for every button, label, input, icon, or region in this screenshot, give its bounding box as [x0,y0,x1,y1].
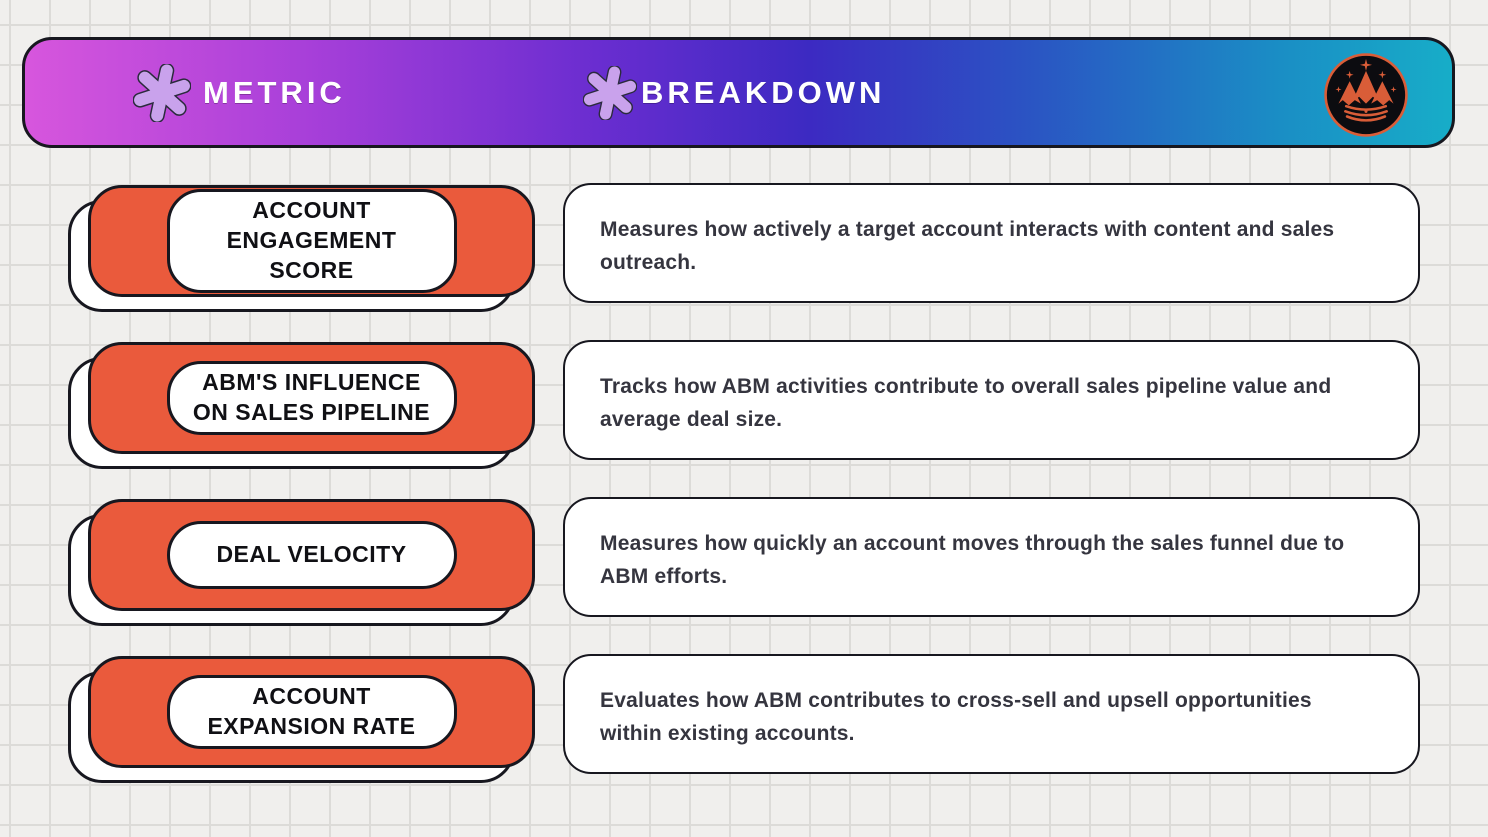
metric-label: ACCOUNT ENGAGEMENT SCORE [226,197,397,283]
metric-card [88,342,535,454]
metric-pill [167,189,457,293]
metric-cell [88,342,535,454]
metric-cell [88,656,535,768]
metric-header-label: METRIC [203,74,346,110]
metric-card [88,499,535,611]
description-text: Measures how quickly an account moves through the sales funnel due to ABM efforts. [600,532,1345,588]
metric-cell [88,499,535,611]
description-text: Tracks how ABM activities contribute to overall sales pipeline value and average deal size. [600,375,1332,431]
table-row [68,497,1420,617]
description-card [563,340,1420,460]
breakdown-header-group [583,40,885,145]
metric-label: ACCOUNT EXPANSION RATE [207,683,416,739]
table-row [68,183,1420,303]
description-card [563,497,1420,617]
metric-label: ABM'S INFLUENCE ON SALES PIPELINE [192,369,431,425]
description-text: Measures how actively a target account interacts with content and sales outreach. [600,218,1335,274]
asterisk-icon [583,66,637,120]
metric-label: DEAL VELOCITY [216,541,407,568]
table-row [68,340,1420,460]
metric-table [68,183,1420,774]
description-card [563,654,1420,774]
breakdown-header-label: BREAKDOWN [641,74,886,110]
metric-header-group [133,40,346,145]
asterisk-icon [133,64,191,122]
metric-pill [167,361,457,435]
description-card [563,183,1420,303]
metric-card [88,656,535,768]
metric-cell [88,185,535,297]
crown-logo-icon [1323,52,1409,138]
description-text: Evaluates how ABM contributes to cross-sell and upsell opportunities within existing accounts. [600,689,1312,745]
table-row [68,654,1420,774]
header-bar [22,37,1455,148]
metric-pill [167,675,457,749]
metric-pill [167,521,457,589]
metric-card [88,185,535,297]
